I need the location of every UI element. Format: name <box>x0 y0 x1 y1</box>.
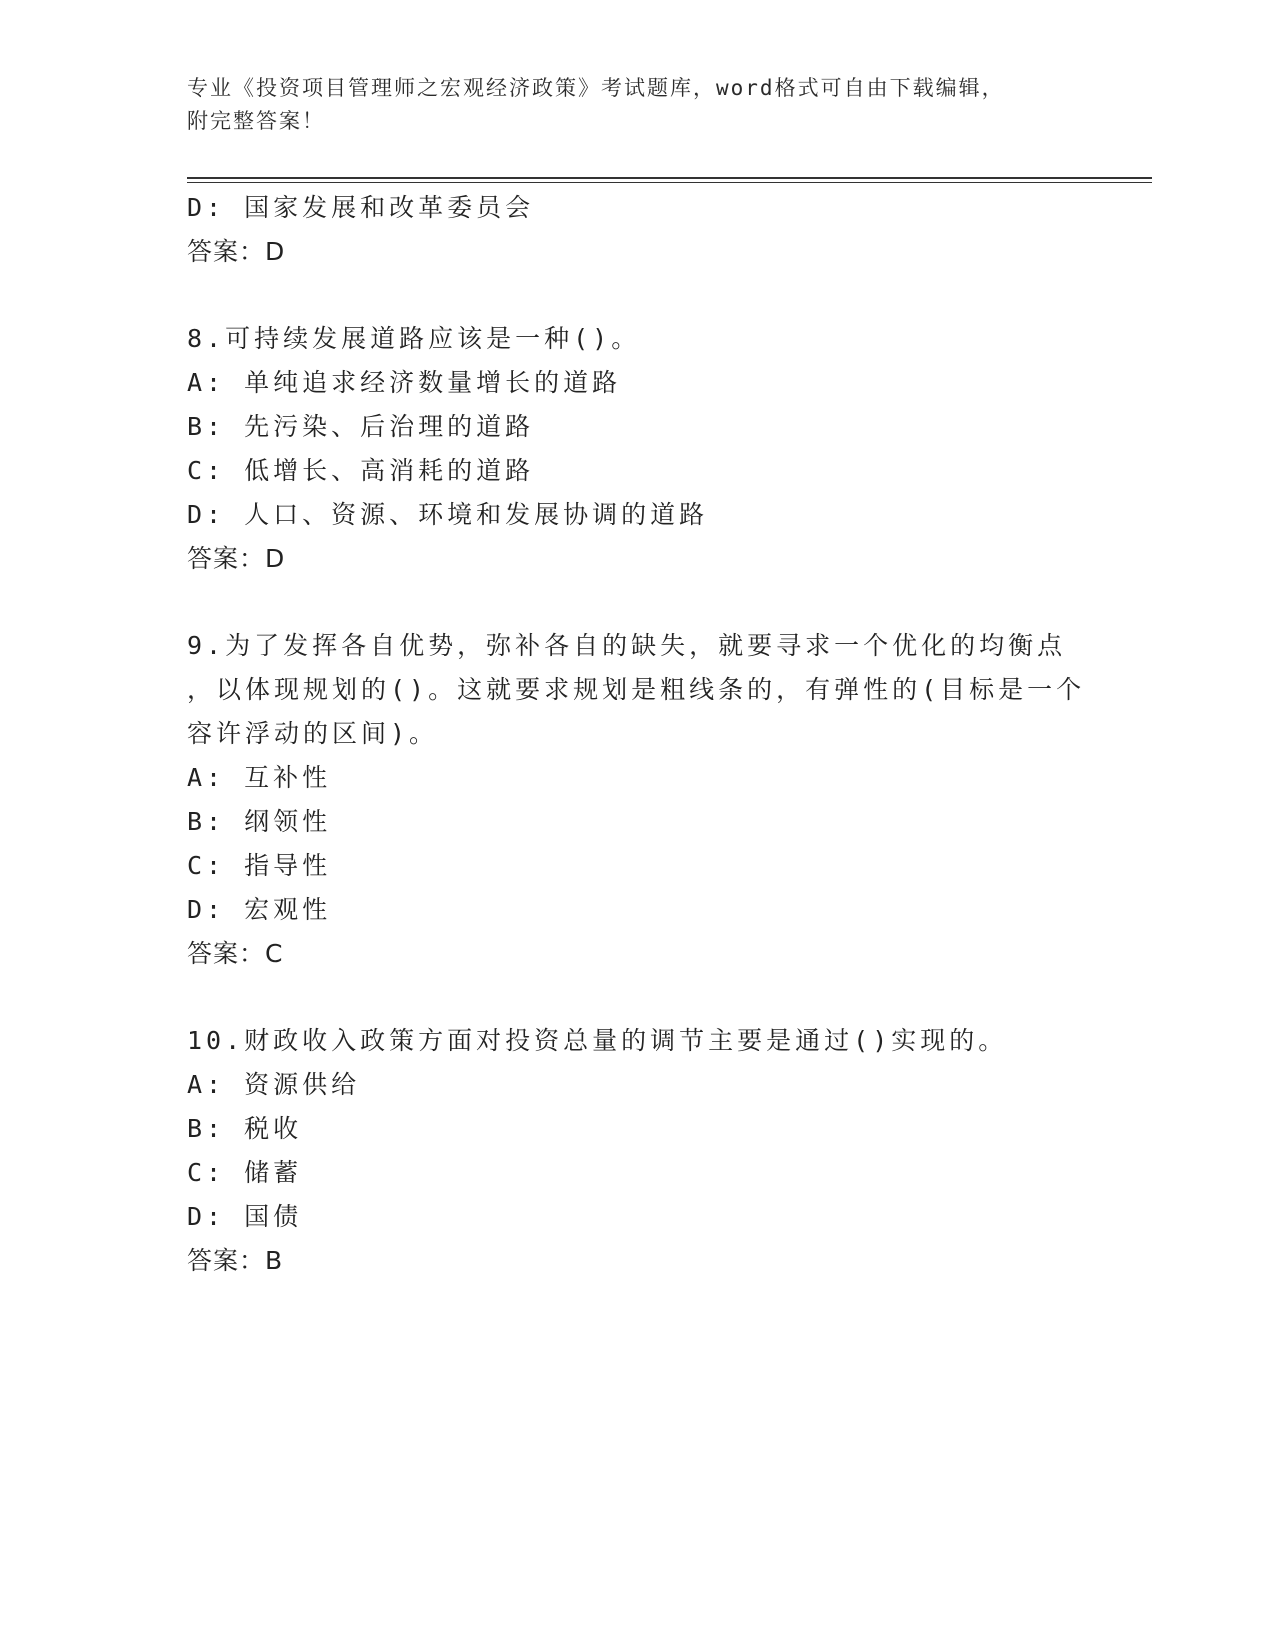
question-8-option-b: B: 先污染、后治理的道路 <box>187 412 535 441</box>
question-8-answer: 答案：D <box>187 544 286 573</box>
question-10-option-b: B: 税收 <box>187 1114 303 1143</box>
question-8-option-d: D: 人口、资源、环境和发展协调的道路 <box>187 500 709 529</box>
question-8-stem-line-1: 8.可持续发展道路应该是一种()。 <box>187 324 641 353</box>
question-9-option-d: D: 宏观性 <box>187 895 332 924</box>
question-9-stem-line-2: ，以体现规划的()。这就要求规划是粗线条的，有弹性的(目标是一个 <box>187 675 1086 704</box>
question-10-answer: 答案：B <box>187 1246 284 1275</box>
header-divider-thick <box>187 177 1152 179</box>
header-divider-thin <box>187 182 1152 183</box>
question-9-option-a: A: 互补性 <box>187 763 332 792</box>
question-10-option-d: D: 国债 <box>187 1202 303 1231</box>
document-header <box>187 72 1067 138</box>
header-line-1: 专业《投资项目管理师之宏观经济政策》考试题库，word格式可自由下载编辑， <box>187 76 1005 100</box>
prev-question-option-d: D: 国家发展和改革委员会 <box>187 193 535 222</box>
question-8-option-a: A: 单纯追求经济数量增长的道路 <box>187 368 622 397</box>
question-8-option-c: C: 低增长、高消耗的道路 <box>187 456 535 485</box>
question-9-answer: 答案：C <box>187 939 284 968</box>
prev-question-answer: 答案：D <box>187 237 286 266</box>
question-9-option-b: B: 纲领性 <box>187 807 332 836</box>
question-9-option-c: C: 指导性 <box>187 851 332 880</box>
question-9-stem-line-3: 容许浮动的区间)。 <box>187 719 439 748</box>
question-10-option-a: A: 资源供给 <box>187 1070 361 1099</box>
question-9-stem-line-1: 9.为了发挥各自优势，弥补各自的缺失，就要寻求一个优化的均衡点 <box>187 631 1067 660</box>
header-line-2: 附完整答案！ <box>187 109 325 133</box>
question-10-stem-line-1: 10.财政收入政策方面对投资总量的调节主要是通过()实现的。 <box>187 1026 1008 1055</box>
question-10-option-c: C: 储蓄 <box>187 1158 303 1187</box>
